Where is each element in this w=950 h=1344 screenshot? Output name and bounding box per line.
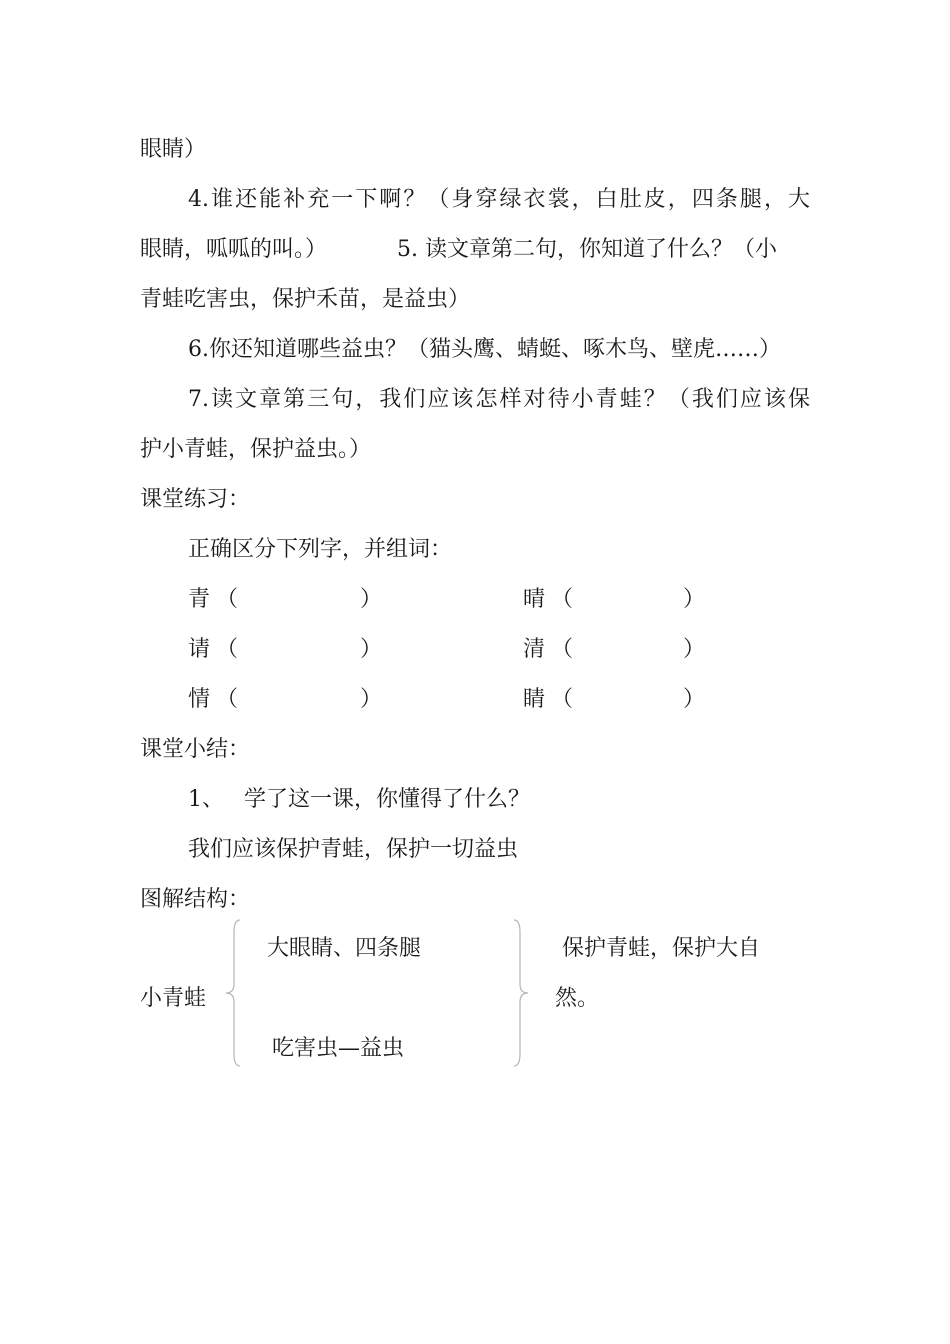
exercise-open-paren: （ <box>216 687 239 712</box>
exercise-char: 情 <box>188 687 211 712</box>
diagram-conclusion-line-2: 然。 <box>555 986 600 1011</box>
item-7-line-1: 7.读文章第三句，我们应该怎样对待小青蛙？（我们应该保 <box>188 387 810 412</box>
item-4-line-1: 4.谁还能补充一下啊？（身穿绿衣裳，白肚皮，四条腿，大 <box>188 187 810 212</box>
exercise-close-paren: ） <box>360 637 383 662</box>
exercise-open-paren: （ <box>551 637 574 662</box>
exercise-open-paren: （ <box>551 587 574 612</box>
right-brace <box>508 918 532 1068</box>
exercise-heading: 课堂练习： <box>140 487 251 512</box>
continuation-text: 眼睛） <box>140 137 207 162</box>
summary-question: 学了这一课，你懂得了什么？ <box>244 787 531 812</box>
exercise-close-paren: ） <box>360 587 383 612</box>
exercise-char: 清 <box>523 637 546 662</box>
exercise-char: 请 <box>188 637 211 662</box>
summary-question-number: 1、 <box>188 787 224 812</box>
item-6: 6.你还知道哪些益虫？（猫头鹰、蜻蜓、啄木鸟、壁虎……） <box>188 337 781 362</box>
diagram-branch-top: 大眼睛、四条腿 <box>267 936 422 961</box>
exercise-close-paren: ） <box>683 587 706 612</box>
exercise-close-paren: ） <box>683 687 706 712</box>
exercise-open-paren: （ <box>216 637 239 662</box>
item-7-line-2: 护小青蛙，保护益虫。） <box>140 437 372 462</box>
exercise-char: 晴 <box>523 587 546 612</box>
diagram-branch-bottom: 吃害虫—益虫 <box>272 1036 405 1061</box>
exercise-char: 青 <box>188 587 211 612</box>
exercise-char: 睛 <box>523 687 546 712</box>
summary-heading: 课堂小结： <box>140 737 251 762</box>
diagram-heading: 图解结构： <box>140 887 251 912</box>
left-brace <box>222 918 246 1068</box>
exercise-close-paren: ） <box>360 687 383 712</box>
item-5-line-1: 5. 读文章第二句，你知道了什么？（小 <box>397 237 777 262</box>
exercise-open-paren: （ <box>216 587 239 612</box>
diagram-root: 小青蛙 <box>140 986 207 1011</box>
exercise-open-paren: （ <box>551 687 574 712</box>
exercise-close-paren: ） <box>683 637 706 662</box>
exercise-instruction: 正确区分下列字，并组词： <box>188 537 453 562</box>
summary-answer: 我们应该保护青蛙，保护一切益虫 <box>188 837 519 862</box>
item-4-line-2: 眼睛，呱呱的叫。） <box>140 237 328 262</box>
item-5-line-2: 青蛙吃害虫，保护禾苗，是益虫） <box>140 287 471 312</box>
diagram-conclusion-line-1: 保护青蛙，保护大自 <box>562 936 761 961</box>
